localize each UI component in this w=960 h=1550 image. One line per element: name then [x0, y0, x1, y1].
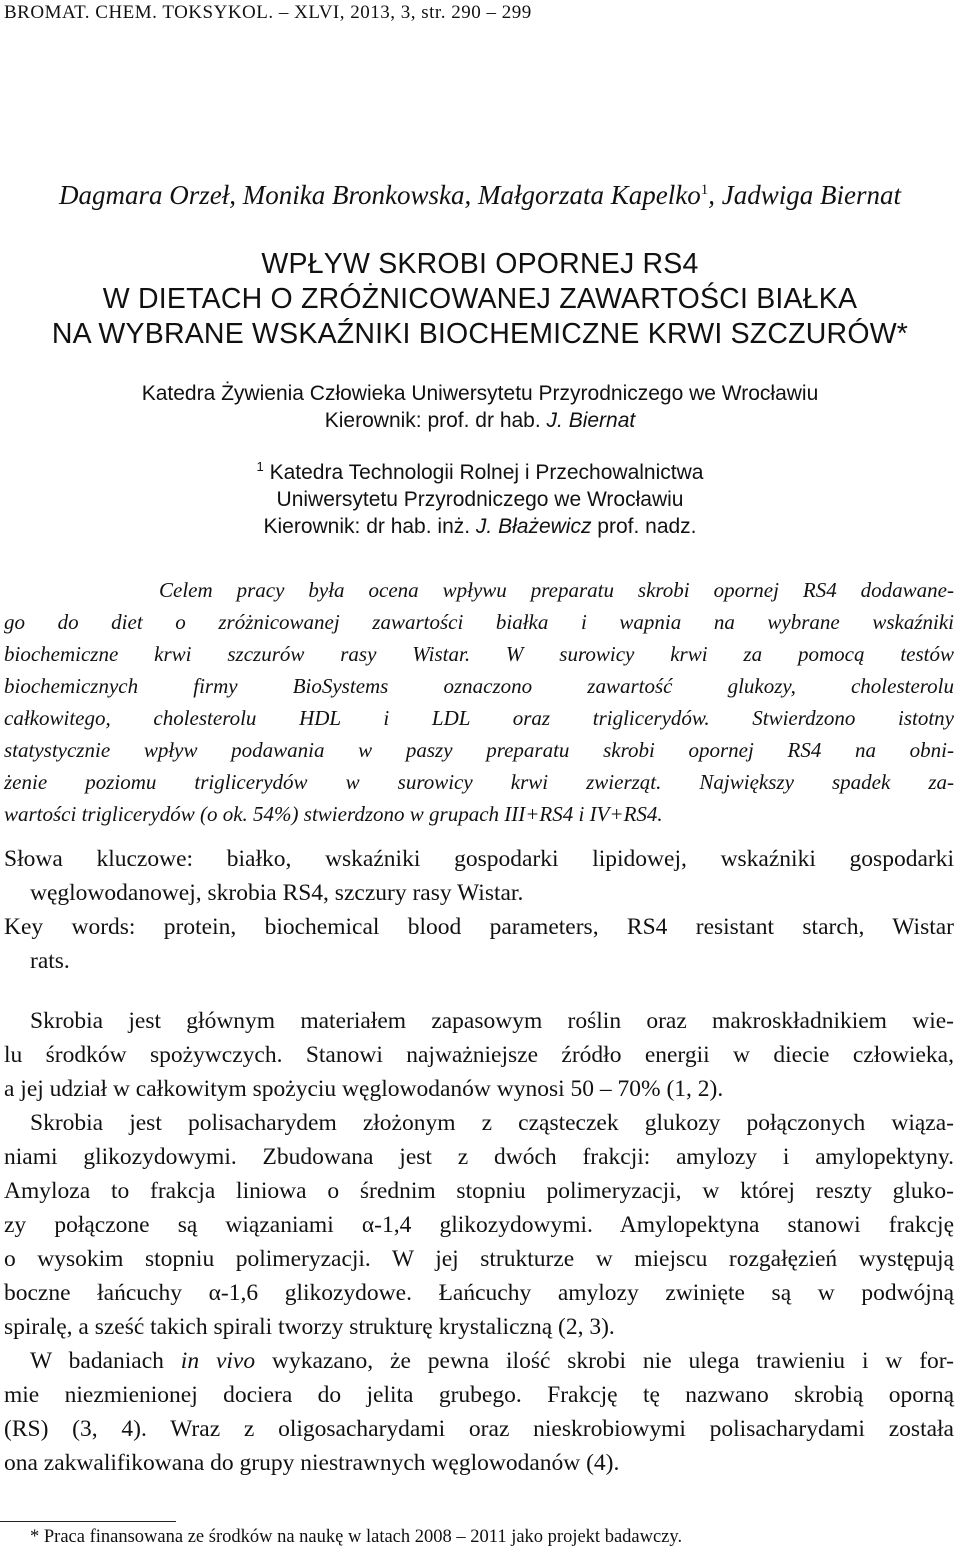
abstract-line: wartości triglicerydów (o ok. 54%) stwierdzono w grupach III+RS4 i IV+RS4. [4, 802, 663, 826]
body-text [4, 1004, 954, 1480]
journal-header: BROMAT. CHEM. TOKSYKOL. – XLVI, 2013, 3, str. 290 – 299 [4, 2, 532, 23]
paragraph-line: Amyloza to frakcja liniowa o średnim stopniu polimeryzacji, w której reszty gluko- [4, 1178, 954, 1204]
head-name: J. Biernat [546, 409, 636, 432]
affiliation-2-head [0, 513, 960, 540]
paragraph-line: o wysokim stopniu polimeryzacji. W jej strukturze w miejscu rozgałęzień występują [4, 1246, 954, 1272]
head-suffix: prof. nadz. [591, 515, 697, 538]
head-name: J. Błażewicz [475, 515, 592, 538]
keywords-en-cont: rats. [30, 948, 70, 974]
affiliation-1-name: Katedra Żywienia Człowieka Uniwersytetu Przyrodniczego we Wrocławiu [141, 382, 819, 405]
keywords-en: Key words: protein, biochemical blood parameters, RS4 resistant starch, Wistar [4, 914, 954, 940]
footnote-divider [0, 1521, 176, 1522]
abstract-line: go do diet o zróżnicowanej zawartości białka i wapnia na wybrane wskaźniki [4, 610, 954, 634]
paragraph-line: (RS) (3, 4). Wraz z oligosacharydami oraz nieskrobiowymi polisacharydami została [4, 1416, 954, 1442]
title-line: WPŁYW SKROBI OPORNEJ RS4 [261, 248, 699, 280]
abstract [4, 574, 954, 830]
paragraph-line [4, 1344, 954, 1378]
affiliation-2-line2: Uniwersytetu Przyrodniczego we Wrocławiu [276, 488, 684, 511]
footnote: * Praca finansowana ze środków na naukę w latach 2008 – 2011 jako projekt badawczy. [30, 1527, 683, 1547]
paragraph-line: lu środków spożywczych. Stanowi najważniejsze źródło energii w diecie człowieka, [4, 1042, 954, 1068]
affiliation-mark: 1 [256, 459, 264, 474]
paragraph-line: mie niezmienionej dociera do jelita grubego. Frakcję tę nazwano skrobią oporną [4, 1382, 954, 1408]
abstract-line: statystycznie wpływ podawania w paszy preparatu skrobi opornej RS4 na obni- [4, 738, 954, 762]
affiliation-1-head [0, 407, 960, 434]
keywords-pl: Słowa kluczowe: białko, wskaźniki gospodarki lipidowej, wskaźniki gospodarki [4, 846, 954, 872]
affiliation-2-line1: Katedra Technologii Rolnej i Przechowalnictwa [263, 461, 704, 484]
text-run: W badaniach [30, 1348, 181, 1374]
authors-line [0, 180, 960, 211]
paragraph-line: boczne łańcuchy α-1,6 glikozydowe. Łańcuchy amylozy zwinięte są w podwójną [4, 1280, 954, 1306]
title-line: W DIETACH O ZRÓŻNICOWANEJ ZAWARTOŚCI BIAŁKA [102, 283, 858, 315]
italic-term: in vivo [180, 1348, 256, 1374]
paragraph-line: a jej udział w całkowitym spożyciu węglowodanów wynosi 50 – 70% (1, 2). [4, 1076, 724, 1102]
abstract-line: żenie poziomu triglicerydów w surowicy krwi zwierząt. Największy spadek za- [4, 770, 954, 794]
title-line: NA WYBRANE WSKAŹNIKI BIOCHEMICZNE KRWI SZCZURÓW* [51, 318, 909, 350]
paragraph-line: spiralę, a sześć takich spirali tworzy strukturę krystaliczną (2, 3). [4, 1314, 615, 1340]
paragraph-line: ona zakwalifikowana do grupy niestrawnych węglowodanów (4). [4, 1450, 620, 1476]
paragraph-line: Skrobia jest polisacharydem złożonym z cząsteczek glukozy połączonych wiąza- [30, 1110, 954, 1136]
affiliation-2-name [0, 453, 960, 486]
article-title [0, 247, 960, 352]
head-prefix: Kierownik: prof. dr hab. [324, 409, 547, 432]
abstract-line: biochemiczne krwi szczurów rasy Wistar. W surowicy krwi za pomocą testów [4, 642, 954, 666]
abstract-line: Celem pracy była ocena wpływu preparatu skrobi opornej RS4 dodawane- [159, 578, 954, 602]
keywords-pl-cont: węglowodanowej, skrobia RS4, szczury rasy Wistar. [30, 880, 524, 906]
authors-text: Dagmara Orzeł, Monika Bronkowska, Małgorzata Kapelko [59, 180, 701, 210]
author-affiliation-mark: 1 [700, 182, 709, 198]
affiliation-2 [0, 453, 960, 540]
head-prefix: Kierownik: dr hab. inż. [263, 515, 476, 538]
abstract-line: biochemicznych firmy BioSystems oznaczono zawartość glukozy, cholesterolu [4, 674, 954, 698]
affiliation-1 [0, 380, 960, 434]
paragraph-line: niami glikozydowymi. Zbudowana jest z dwóch frakcji: amylozy i amylopektyny. [4, 1144, 954, 1170]
keywords-block [4, 842, 954, 978]
abstract-line: całkowitego, cholesterolu HDL i LDL oraz triglicerydów. Stwierdzono istotny [4, 706, 954, 730]
paragraph-line: zy połączone są wiązaniami α-1,4 glikozydowymi. Amylopektyna stanowi frakcję [4, 1212, 954, 1238]
authors-text-last: , Jadwiga Biernat [708, 180, 901, 210]
text-run: wykazano, że pewna ilość skrobi nie ulega trawieniu i w for- [255, 1348, 954, 1374]
paragraph-line: Skrobia jest głównym materiałem zapasowym roślin oraz makroskładnikiem wie- [30, 1008, 954, 1034]
